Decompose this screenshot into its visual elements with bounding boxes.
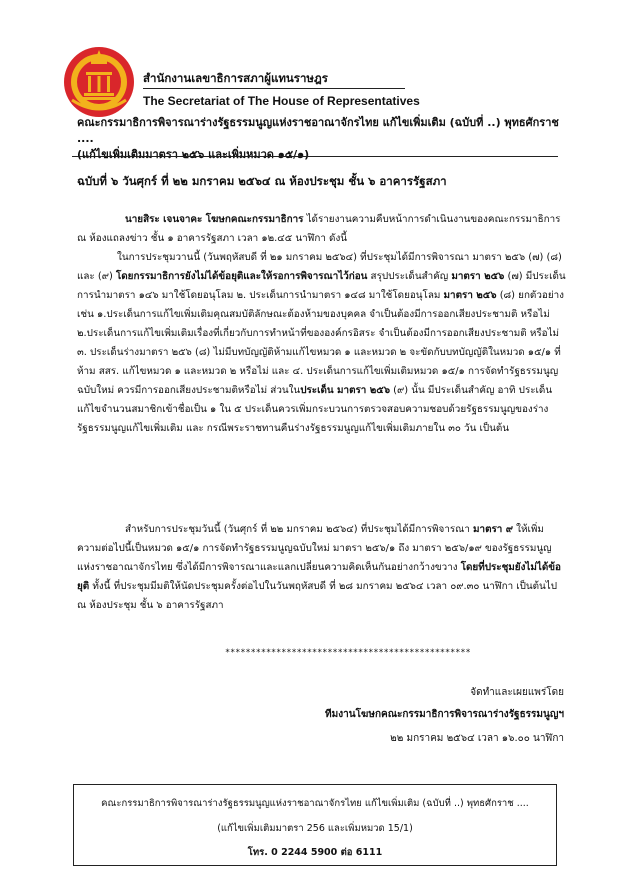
spokesperson-name: นายสิระ เจนจาคะ โฆษกคณะกรรมาธิการ: [125, 214, 304, 225]
signature-label: จัดทำและเผยแพร่โดย: [470, 687, 564, 698]
title-line-1: คณะกรรมาธิการพิจารณาร่างรัฐธรรมนูญแห่งราชอาณาจักรไทย แก้ไขเพิ่มเติม (ฉบับที่ ..) พุทธศักราช ....: [77, 116, 559, 145]
footer-box: [73, 784, 557, 866]
header-divider: [143, 88, 405, 89]
title-line-2: (แก้ไขเพิ่มเติมมาตรา ๒๕๖ และเพิ่มหมวด ๑๕/๑): [77, 148, 310, 161]
signature-date: ๒๒ มกราคม ๒๕๖๔ เวลา ๑๖.๐๐ นาฬิกา: [390, 733, 564, 744]
organization-name-english: The Secretariat of The House of Representatives: [143, 94, 420, 108]
parliament-emblem-icon: [62, 42, 136, 120]
organization-name-thai: สำนักงานเลขาธิการสภาผู้แทนราษฎร: [143, 71, 328, 85]
paragraph-3: สำหรับการประชุมวันนี้ (วันศุกร์ ที่ ๒๒ มกราคม ๒๕๖๔) ที่ประชุมได้มีการพิจารณา มาตรา ๙ ให้เพิ่มความต่อไปนี้เป็นหมวด ๑๕/๑ การจัดทำรัฐธรรมนูญฉบับใหม่ มาตรา ๒๕๖/๑ ถึง มาตรา ๒๕๖/๑๙ ของรัฐธรรมนูญแห่งราชอาณาจักรไทย ซึ่งได้มีการพิจารณาและแลกเปลี่ยนความคิดเห็นกันอย่างกว้างขวาง โดยที่ประชุมยังไม่ได้ข้อยุติ ทั้งนี้ ที่ประชุมมีมติให้นัดประชุมครั้งต่อไปในวันพฤหัสบดี ที่ ๒๘ มกราคม ๒๕๖๔ เวลา ๐๙.๓๐ นาฬิกา เป็นต้นไป ณ ห้องประชุม ชั้น ๖ อาคารรัฐสภา: [77, 524, 561, 611]
title-divider: [72, 156, 558, 157]
session-heading: ฉบับที่ ๖ วันศุกร์ ที่ ๒๒ มกราคม ๒๕๖๔ ณ ห้องประชุม ชั้น ๖ อาคารรัฐสภา: [77, 174, 447, 188]
paragraph-1: นายสิระ เจนจาคะ โฆษกคณะกรรมาธิการ ได้รายงานความคืบหน้าการดำเนินงานของคณะกรรมาธิการ ณ ห้องแถลงข่าว ชั้น ๑ อาคารรัฐสภา เวลา ๑๒.๔๕ นาฬิกา ดังนี้: [77, 214, 561, 244]
footer-phone: โทร. 0 2244 5900 ต่อ 6111: [247, 847, 383, 858]
paragraph-2: ในการประชุมวานนี้ (วันพฤหัสบดี ที่ ๒๑ มกราคม ๒๕๖๔) ที่ประชุมได้มีการพิจารณา มาตรา ๒๕๖ (๗) (๘) และ (๙) โดยกรรมาธิการยังไม่ได้ข้อยุติและให้รอการพิจารณาไว้ก่อน สรุปประเด็นสำคัญ มาตรา ๒๕๖ (๗) มีประเด็นการนำมาตรา ๑๔๖ มาใช้โดยอนุโลม ๒. ประเด็นการนำมาตรา ๑๔๘ มาใช้โดยอนุโลม มาตรา ๒๕๖ (๘) ยกตัวอย่างเช่น ๑.ประเด็นการแก้ไขเพิ่มเติมคุณสมบัติลักษณะต้องห้ามของบุคคล จำเป็นต้องมีการออกเสียงประชามติ หรือไม่ ๒.ประเด็นการแก้ไขเพิ่มเติมเรื่องที่เกี่ยวกับการทำหน้าที่ขององค์กรอิสระ จำเป็นต้องมีการออกเสียงประชามติ หรือไม่ ๓. ประเด็นร่างมาตรา ๒๕๖ (๘) ไม่มีบทบัญญัติห้ามแก้ไขหมวด ๑ และหมวด ๒ จะขัดกับบทบัญญัติในหมวด ๑๕/๑ ที่ห้าม สสร. แก้ไขหมวด ๑ และหมวด ๒ หรือไม่ และ ๔. ประเด็นการแก้ไขเพิ่มเติมหมวด ๑๕/๑ การจัดทำรัฐธรรมนูญฉบับใหม่ ควรมีการออกเสียงประชามติหรือไม่ ส่วนในประเด็น มาตรา ๒๕๖ (๙) นั้น มีประเด็นสำคัญ อาทิ ประเด็นแก้ไขจำนวนสมาชิกเข้าชื่อเป็น ๑ ใน ๕ ประเด็นควรเพิ่มกระบวนการตรวจสอบความชอบด้วยรัฐธรรมนูญของร่างรัฐธรรมนูญแก้ไขเพิ่มเติม และ กรณีพระราชทานคืนร่างรัฐธรรมนูญแก้ไขเพิ่มเติมภายใน ๓๐ วัน เป็นต้น: [77, 252, 566, 434]
separator: ************************************************: [225, 648, 471, 658]
footer-amendment: (แก้ไขเพิ่มเติมมาตรา 256 และเพิ่มหมวด 15/1): [217, 823, 413, 834]
footer-committee: คณะกรรมาธิการพิจารณาร่างรัฐธรรมนูญแห่งราชอาณาจักรไทย แก้ไขเพิ่มเติม (ฉบับที่ ..) พุทธศักราช ....: [101, 798, 529, 809]
signature-team: ทีมงานโฆษกคณะกรรมาธิการพิจารณาร่างรัฐธรรมนูญฯ: [325, 709, 564, 720]
